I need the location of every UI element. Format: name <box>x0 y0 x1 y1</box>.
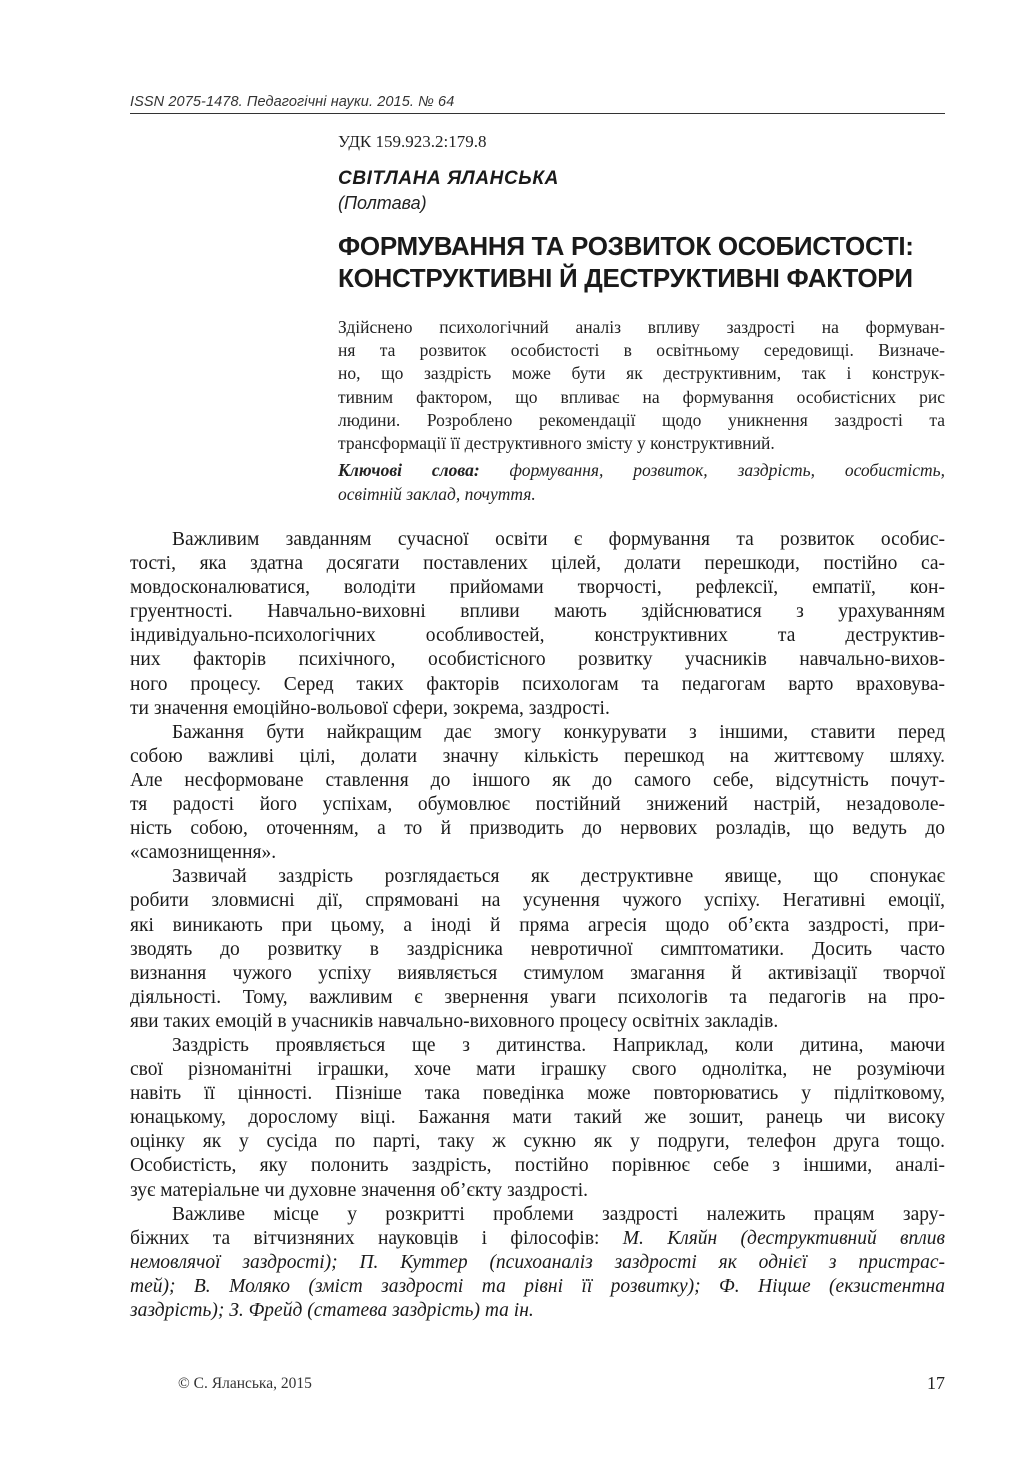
abstract-line: тивним фактором, що впливає на формування особистісних рис <box>338 386 945 407</box>
abstract-line: Здійснено психологічний аналіз впливу заздрості на формуван- <box>338 317 945 337</box>
body-line: «самознищення». <box>130 842 277 864</box>
body-line: тості, яка здатна досягати поставлених цілей, долати перешкоди, постійно са- <box>130 553 945 575</box>
copyright: © С. Яланська, 2015 <box>178 1375 312 1392</box>
article-body <box>130 528 945 1323</box>
body-line: груентності. Навчально-виховні впливи мають здійснюватися з урахуванням <box>130 601 945 623</box>
body-line: Бажання бути найкращим дає змогу конкурувати з іншими, ставити перед <box>172 721 945 743</box>
abstract-line: людини. Розроблено рекомендації щодо уникнення заздрості та <box>338 409 945 430</box>
body-line: них факторів психічного, особистісного розвитку учасників навчально-вихов- <box>130 649 945 671</box>
body-line: Важливим завданням сучасної освіти є формування та розвиток особис- <box>172 529 945 550</box>
journal-header: ISSN 2075-1478. Педагогічні науки. 2015. № 64 <box>130 94 945 114</box>
abstract <box>338 316 945 455</box>
abstract-line: ня та розвиток особистості в освітньому середовищі. Визначе- <box>338 340 945 361</box>
keywords-label: Ключові слова: <box>338 460 480 480</box>
keywords <box>338 459 945 506</box>
body-line: свої різноманітні іграшки, хоче мати іграшку свого однолітка, не розуміючи <box>130 1059 945 1081</box>
keywords-line: освітній заклад, почуття. <box>338 483 536 504</box>
body-line: собою важливі цілі, долати значну кількість перешкод на життєвому шляху. <box>130 745 945 767</box>
body-line: мовдосконалюватися, володіти прийомами творчості, рефлексії, емпатії, кон- <box>130 577 945 599</box>
body-line: тя радості його успіхам, обумовлює постійний знижений настрій, незадоволе- <box>130 794 945 816</box>
body-line: Заздрість проявляється ще з дитинства. Наприклад, коли дитина, маючи <box>172 1034 945 1056</box>
page-number: 17 <box>927 1373 945 1393</box>
body-line: ність собою, оточенням, а то й призводить до нервових розладів, що ведуть до <box>130 818 945 840</box>
body-line: робити зловмисні дії, спрямовані на усунення чужого успіху. Негативні емоції, <box>130 890 945 912</box>
author-city: (Полтава) <box>338 193 427 213</box>
keywords-text: формування, розвиток, заздрість, особистість, <box>479 460 945 480</box>
article-title <box>338 230 978 294</box>
body-line-italic: заздрість); З. Фрейд (статева заздрість) та ін. <box>130 1300 534 1321</box>
body-line-italic: тей); В. Моляко (зміст заздрості та рівні її розвитку); Ф. Ніцше (екзистентна <box>130 1275 945 1297</box>
body-line: індивідуально-психологічних особливостей, конструктивних та деструктив- <box>130 625 945 647</box>
body-line: юнацькому, дорослому віці. Бажання мати такий же зошит, ранець чи високу <box>130 1107 945 1129</box>
body-line: зує матеріальне чи духовне значення об’єкту заздрості. <box>130 1179 589 1201</box>
body-line <box>130 1227 945 1251</box>
body-line: навіть її цінності. Пізніше така поведінка може повторюватись у підлітковому, <box>130 1083 945 1105</box>
body-line: які виникають при цьому, а іноді й пряма агресія щодо об’єкта заздрості, при- <box>130 914 945 936</box>
body-line-italic: немовлячої заздрості); П. Куттер (психоаналіз заздрості як однієї з пристрас- <box>130 1251 945 1273</box>
body-line: визнання чужого успіху виявляється стимулом змагання й активізації творчої <box>130 962 945 984</box>
body-line: діяльності. Тому, важливим є звернення уваги психологів та педагогів на про- <box>130 986 945 1008</box>
body-line: оцінку як у сусіда по парті, таку ж сукню як у подруги, телефон друга тощо. <box>130 1131 945 1153</box>
body-line: ного процесу. Серед таких факторів психологам та педагогам варто враховува- <box>130 673 945 695</box>
title-line: ФОРМУВАННЯ ТА РОЗВИТОК ОСОБИСТОСТІ: <box>338 231 914 261</box>
body-line: зводять до розвитку в заздрісника невротичної симптоматики. Досить часто <box>130 938 945 960</box>
body-line-italic: М. Кляйн (деструктивний вплив <box>622 1227 945 1249</box>
body-line: Але несформоване ставлення до іншого як до самого себе, відсутність почут- <box>130 769 945 791</box>
body-line: ти значення емоційно-вольової сфери, зокрема, заздрості. <box>130 697 610 719</box>
body-line: яви таких емоцій в учасників навчально-виховного процесу освітніх закладів. <box>130 1010 779 1032</box>
abstract-line: трансформації її деструктивного змісту у конструктивний. <box>338 433 775 454</box>
body-line: Зазвичай заздрість розглядається як деструктивне явище, що спонукає <box>172 866 945 888</box>
body-line-text: біжних та вітчизняних науковців і філософів: <box>130 1227 623 1249</box>
keywords-line <box>338 459 945 483</box>
abstract-line: но, що заздрість може бути як деструктивним, так і конструк- <box>338 363 945 384</box>
body-line: Важливе місце у розкритті проблеми заздрості належить працям зару- <box>172 1203 945 1225</box>
title-line: КОНСТРУКТИВНІ Й ДЕСТРУКТИВНІ ФАКТОРИ <box>338 263 913 293</box>
udc-code: УДК 159.923.2:179.8 <box>338 132 487 151</box>
body-line: Особистість, яку полонить заздрість, постійно порівнює себе з іншими, аналі- <box>130 1155 945 1177</box>
author-name: СВІТЛАНА ЯЛАНСЬКА <box>338 168 559 189</box>
